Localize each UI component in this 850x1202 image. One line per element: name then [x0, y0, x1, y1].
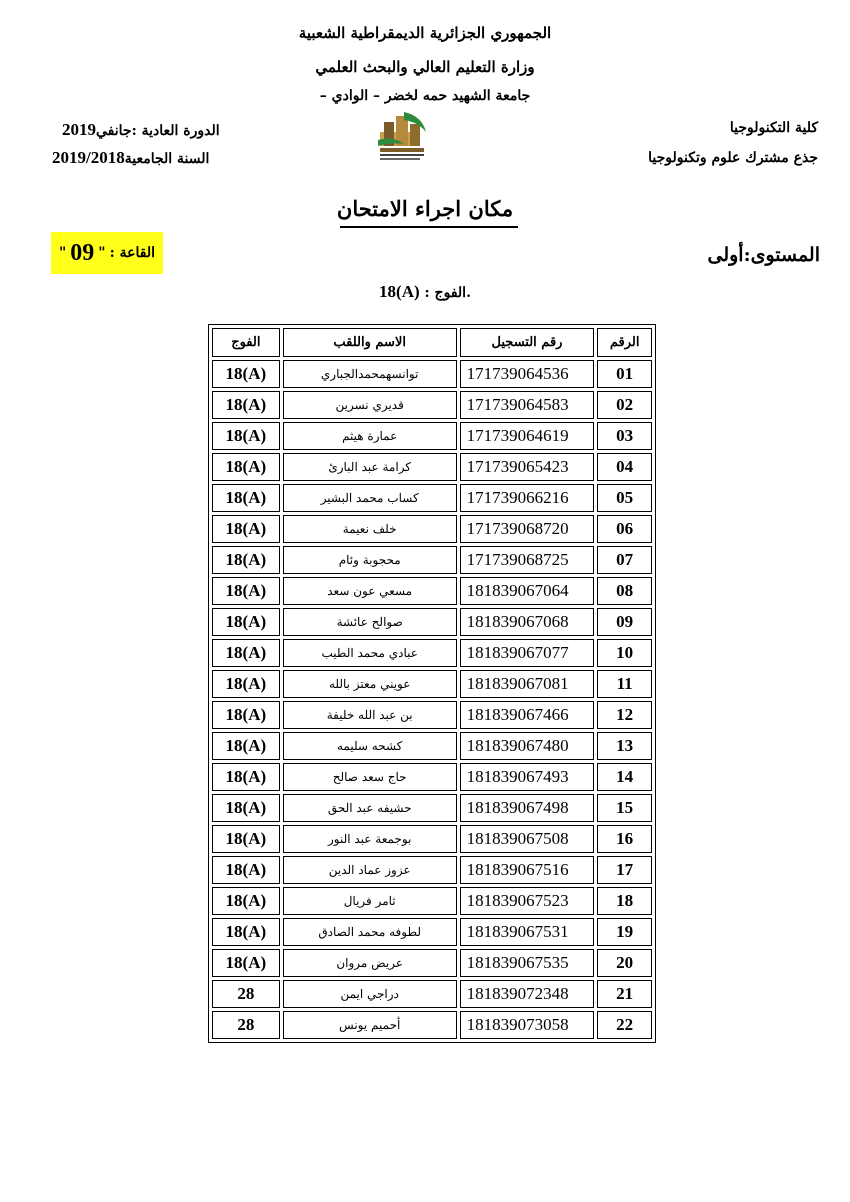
academic-year-value: 2019/2018	[52, 148, 125, 167]
row-registration: 181839067523	[460, 887, 595, 915]
row-num: 06	[597, 515, 652, 543]
row-num: 21	[597, 980, 652, 1008]
row-name: كرامة عبد البارئ	[283, 453, 457, 481]
group-value: 18(A)	[379, 282, 420, 301]
row-group: 18(A)	[212, 391, 280, 419]
row-name: صوالح عائشة	[283, 608, 457, 636]
hall-number: 09	[70, 239, 95, 266]
table-header-row	[212, 328, 652, 357]
row-num: 14	[597, 763, 652, 791]
row-group: 18(A)	[212, 732, 280, 760]
row-name: بن عبد الله خليفة	[283, 701, 457, 729]
title-underline	[340, 226, 518, 228]
table-row	[212, 887, 652, 915]
row-group: 18(A)	[212, 484, 280, 512]
row-name: عويني معتز بالله	[283, 670, 457, 698]
table-row	[212, 763, 652, 791]
row-num: 05	[597, 484, 652, 512]
table-row	[212, 670, 652, 698]
faculty-name: كلية التكنولوجيا	[729, 120, 818, 136]
header-num: الرقم	[597, 328, 652, 357]
table-row	[212, 453, 652, 481]
row-num: 08	[597, 577, 652, 605]
row-registration: 171739065423	[460, 453, 595, 481]
row-name: توانسهمحمدالجباري	[283, 360, 457, 388]
table-row	[212, 484, 652, 512]
row-registration: 171739066216	[460, 484, 595, 512]
row-num: 11	[597, 670, 652, 698]
row-registration: 181839067077	[460, 639, 595, 667]
row-registration: 181839067081	[460, 670, 595, 698]
row-name: كشحه سليمه	[283, 732, 457, 760]
row-registration: 181839067493	[460, 763, 595, 791]
row-name: لطوفه محمد الصادق	[283, 918, 457, 946]
row-num: 04	[597, 453, 652, 481]
row-name: خلف نعيمة	[283, 515, 457, 543]
row-group: 18(A)	[212, 515, 280, 543]
row-num: 13	[597, 732, 652, 760]
table-row	[212, 701, 652, 729]
ministry-heading: وزارة التعليم العالي والبحث العلمي	[315, 58, 535, 76]
row-group: 18(A)	[212, 422, 280, 450]
row-name: عزوز عماد الدين	[283, 856, 457, 884]
row-num: 07	[597, 546, 652, 574]
row-registration: 171739068725	[460, 546, 595, 574]
row-name: عبادي محمد الطيب	[283, 639, 457, 667]
row-group: 18(A)	[212, 825, 280, 853]
table-row	[212, 980, 652, 1008]
row-group: 18(A)	[212, 794, 280, 822]
table-row	[212, 732, 652, 760]
group-line	[0, 282, 850, 302]
table-row	[212, 794, 652, 822]
academic-year-label: السنة الجامعية	[124, 151, 210, 167]
header-name: الاسم واللقب	[283, 328, 457, 357]
header-group: الفوج	[212, 328, 280, 357]
row-group: 18(A)	[212, 701, 280, 729]
row-num: 15	[597, 794, 652, 822]
row-group: 18(A)	[212, 763, 280, 791]
row-name: حاج سعد صالح	[283, 763, 457, 791]
row-group: 18(A)	[212, 918, 280, 946]
academic-year	[52, 148, 209, 168]
table-row	[212, 577, 652, 605]
exam-session	[62, 120, 220, 140]
row-group: 18(A)	[212, 608, 280, 636]
row-group: 18(A)	[212, 577, 280, 605]
common-core-name: جذع مشترك علوم وتكنولوجيا	[648, 150, 818, 166]
row-name: مسعي عون سعد	[283, 577, 457, 605]
row-name: دراجي ايمن	[283, 980, 457, 1008]
row-name: بوجمعة عبد النور	[283, 825, 457, 853]
row-registration: 181839067516	[460, 856, 595, 884]
row-registration: 171739064583	[460, 391, 595, 419]
row-registration: 181839067498	[460, 794, 595, 822]
row-num: 18	[597, 887, 652, 915]
table-row	[212, 546, 652, 574]
row-num: 03	[597, 422, 652, 450]
row-num: 01	[597, 360, 652, 388]
table-row	[212, 949, 652, 977]
row-num: 22	[597, 1011, 652, 1039]
row-name: ثامر فريال	[283, 887, 457, 915]
table-row	[212, 515, 652, 543]
row-num: 02	[597, 391, 652, 419]
table-row	[212, 391, 652, 419]
row-name: محجوبة وئام	[283, 546, 457, 574]
row-registration: 181839073058	[460, 1011, 595, 1039]
table-row	[212, 1011, 652, 1039]
row-num: 16	[597, 825, 652, 853]
hall-label: القاعة :	[109, 245, 155, 261]
row-registration: 181839067068	[460, 608, 595, 636]
row-group: 18(A)	[212, 856, 280, 884]
table-row	[212, 360, 652, 388]
row-name: قديري نسرين	[283, 391, 457, 419]
row-num: 12	[597, 701, 652, 729]
row-group: 18(A)	[212, 546, 280, 574]
study-level: المستوى:أولى	[707, 244, 820, 266]
table-row	[212, 422, 652, 450]
row-registration: 181839072348	[460, 980, 595, 1008]
row-num: 19	[597, 918, 652, 946]
row-registration: 181839067535	[460, 949, 595, 977]
row-name: كساب محمد البشير	[283, 484, 457, 512]
row-num: 09	[597, 608, 652, 636]
student-table	[208, 324, 656, 1043]
hall-quote-close: "	[59, 245, 67, 261]
row-name: عمارة هيثم	[283, 422, 457, 450]
row-registration: 181839067466	[460, 701, 595, 729]
university-heading: جامعة الشهيد حمه لخضر – الوادي –	[319, 88, 531, 104]
row-group: 18(A)	[212, 949, 280, 977]
row-group: 18(A)	[212, 453, 280, 481]
row-name: حشيفه عبد الحق	[283, 794, 457, 822]
row-group: 28	[212, 1011, 280, 1039]
row-registration: 181839067531	[460, 918, 595, 946]
row-name: عريض مروان	[283, 949, 457, 977]
header-registration: رقم التسجيل	[460, 328, 595, 357]
hall-quote-open: "	[98, 245, 106, 261]
row-num: 20	[597, 949, 652, 977]
session-label: الدورة العادية :جانفي	[96, 123, 220, 139]
row-registration: 171739068720	[460, 515, 595, 543]
group-label: .الفوج :	[424, 285, 471, 301]
table-row	[212, 825, 652, 853]
row-group: 18(A)	[212, 887, 280, 915]
republic-heading: الجمهوري الجزائرية الديمقراطية الشعبية	[298, 24, 552, 42]
university-logo-icon	[374, 110, 430, 168]
row-registration: 171739064619	[460, 422, 595, 450]
row-group: 18(A)	[212, 670, 280, 698]
session-year: 2019	[62, 120, 96, 139]
row-group: 18(A)	[212, 639, 280, 667]
table-row	[212, 608, 652, 636]
table-row	[212, 856, 652, 884]
row-registration: 181839067480	[460, 732, 595, 760]
row-registration: 171739064536	[460, 360, 595, 388]
row-group: 28	[212, 980, 280, 1008]
table-row	[212, 918, 652, 946]
table-row	[212, 639, 652, 667]
row-group: 18(A)	[212, 360, 280, 388]
row-num: 10	[597, 639, 652, 667]
row-registration: 181839067064	[460, 577, 595, 605]
row-num: 17	[597, 856, 652, 884]
hall-badge	[51, 232, 163, 274]
row-registration: 181839067508	[460, 825, 595, 853]
row-name: أحميم يونس	[283, 1011, 457, 1039]
document-title: مكان اجراء الامتحان	[336, 196, 514, 221]
